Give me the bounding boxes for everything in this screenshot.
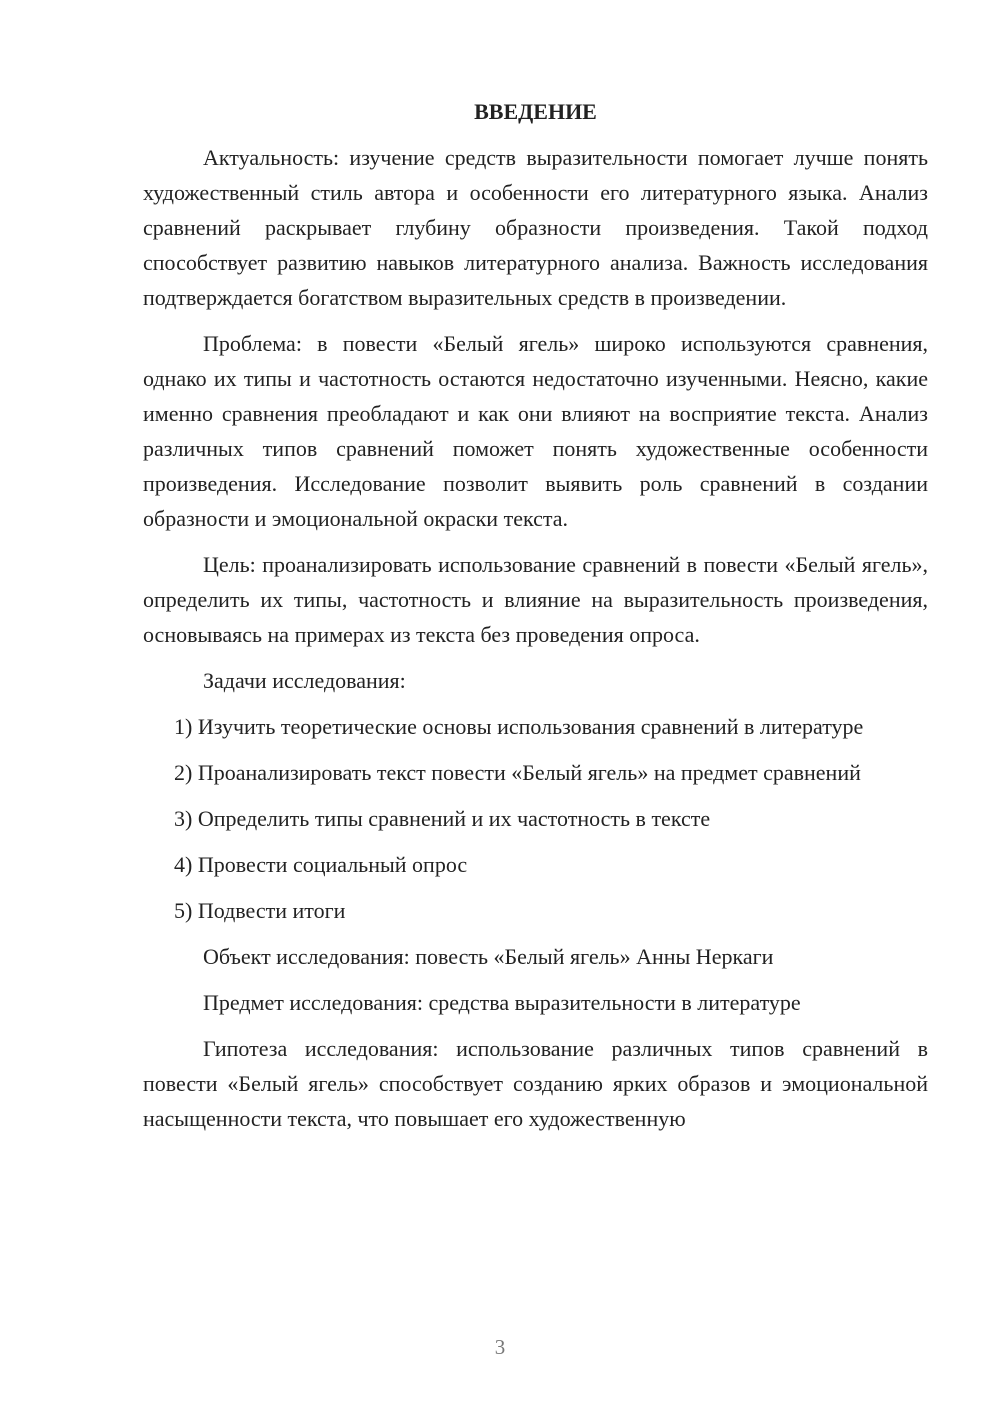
- task-item-5: 5) Подвести итоги: [174, 898, 346, 923]
- page-content: [143, 94, 928, 1147]
- page-number: 3: [494, 1335, 506, 1359]
- hypothesis-paragraph: Гипотеза исследования: использование различных типов сравнений в повести «Белый ягель» способствует созданию ярких образов и эмоциональной насыщенности текста, что повышает его художественную: [143, 1036, 928, 1131]
- task-item-1: 1) Изучить теоретические основы использования сравнений в литературе: [174, 714, 864, 739]
- tasks-heading: Задачи исследования:: [203, 668, 406, 693]
- problem-paragraph: Проблема: в повести «Белый ягель» широко используются сравнения, однако их типы и частотность остаются недостаточно изученными. Неясно, какие именно сравнения преобладают и как они влияют на восприятие текста. Анализ различных типов сравнений поможет понять художественные особенности произведения. Исследование позволит выявить роль сравнений в создании образности и эмоциональной окраски текста.: [143, 331, 928, 531]
- object-paragraph: Объект исследования: повесть «Белый ягель» Анны Неркаги: [203, 944, 774, 969]
- relevance-paragraph: Актуальность: изучение средств выразительности помогает лучше понять художественный стиль автора и особенности его литературного языка. Анализ сравнений раскрывает глубину образности произведения. Такой подход способствует развитию навыков литературного анализа. Важность исследования подтверждается богатством выразительных средств в произведении.: [143, 145, 928, 310]
- task-item-4: 4) Провести социальный опрос: [174, 852, 468, 877]
- task-item-3: 3) Определить типы сравнений и их частотность в тексте: [174, 806, 711, 831]
- task-item-2: 2) Проанализировать текст повести «Белый ягель» на предмет сравнений: [174, 760, 861, 785]
- section-title: ВВЕДЕНИЕ: [474, 99, 597, 124]
- subject-paragraph: Предмет исследования: средства выразительности в литературе: [203, 990, 801, 1015]
- goal-paragraph: Цель: проанализировать использование сравнений в повести «Белый ягель», определить их типы, частотность и влияние на выразительность произведения, основываясь на примерах из текста без проведения опроса.: [143, 552, 928, 647]
